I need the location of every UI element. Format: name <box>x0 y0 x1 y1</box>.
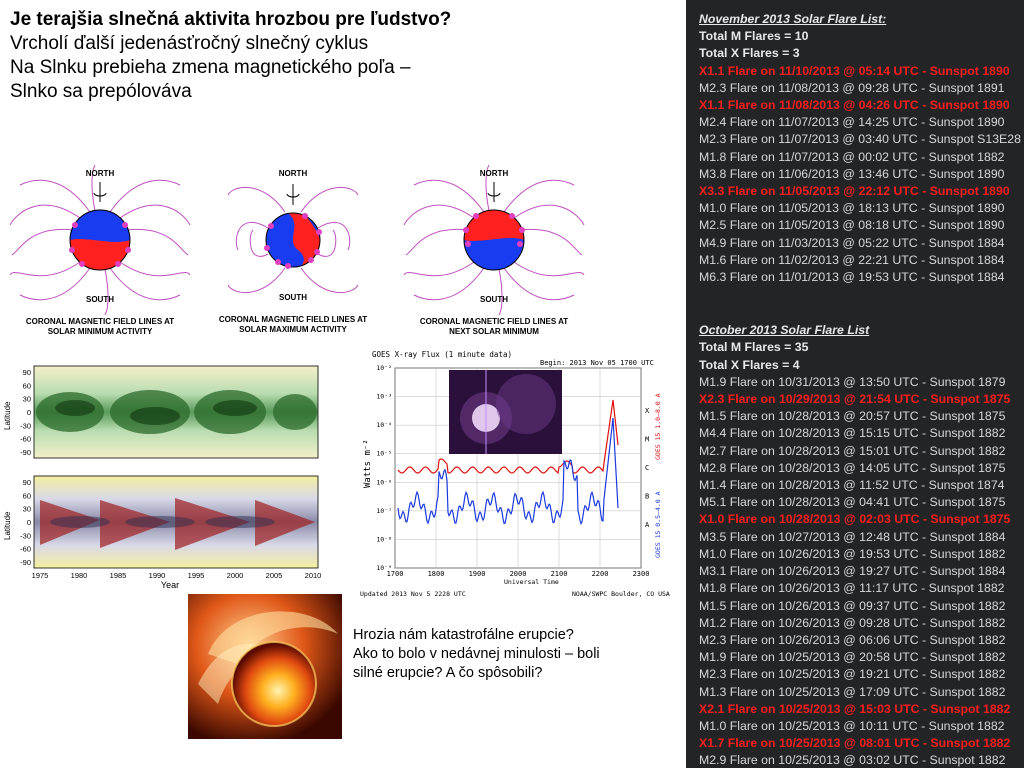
diagram3-south-label: SOUTH <box>480 295 508 304</box>
nov-flare-row: M2.3 Flare on 11/07/2013 @ 03:40 UTC - Sunspot S13E28 <box>699 132 1021 147</box>
goes-xtick-label: 1700 <box>386 570 404 578</box>
goes-ytick-label: 10⁻⁵ <box>376 449 392 458</box>
diagram-solar-minimum <box>10 165 190 336</box>
oct-flare-row: M2.3 Flare on 10/25/2013 @ 19:21 UTC - Sunspot 1882 <box>699 667 1006 682</box>
goes-xtick-label: 2000 <box>509 570 527 578</box>
oct-flare-row: X2.3 Flare on 10/29/2013 @ 21:54 UTC - Sunspot 1875 <box>699 392 1011 407</box>
oct-flare-row: M1.5 Flare on 10/26/2013 @ 09:37 UTC - Sunspot 1882 <box>699 598 1006 613</box>
october-flare-list <box>699 374 1024 768</box>
diagram2-caption-line2: SOLAR MAXIMUM ACTIVITY <box>239 325 347 334</box>
november-flare-list <box>699 63 1024 287</box>
goes-class-label: X <box>645 406 650 415</box>
goes-ytick-label: 10⁻⁸ <box>376 535 392 544</box>
goes-xlabel: Universal Time <box>504 578 559 586</box>
butterfly-xtick-label: 1980 <box>70 571 88 580</box>
nov-flare-row: M4.9 Flare on 11/03/2013 @ 05:22 UTC - Sunspot 1884 <box>699 235 1005 250</box>
magnetic-field-figure <box>8 162 684 342</box>
goes-xtick-label: 1800 <box>427 570 445 578</box>
oct-flare-row: X2.1 Flare on 10/25/2013 @ 15:03 UTC - Sunspot 1882 <box>699 701 1011 716</box>
goes-ytick-label: 10⁻⁶ <box>376 478 392 487</box>
goes-flare-classes <box>645 407 650 529</box>
goes-xtick-label: 1900 <box>468 570 486 578</box>
butterfly-ytick-label: -60 <box>20 434 31 444</box>
butterfly-ytick-label: 30 <box>22 394 31 404</box>
oct-flare-row: M1.3 Flare on 10/25/2013 @ 17:09 UTC - Sunspot 1882 <box>699 684 1006 699</box>
oct-flare-row: X1.0 Flare on 10/28/2013 @ 02:03 UTC - Sunspot 1875 <box>699 512 1011 527</box>
question-line1: Hrozia nám katastrofálne erupcie? <box>353 627 574 643</box>
oct-flare-row: M1.2 Flare on 10/26/2013 @ 09:28 UTC - Sunspot 1882 <box>699 615 1006 630</box>
oct-flare-row: M1.0 Flare on 10/26/2013 @ 19:53 UTC - Sunspot 1882 <box>699 546 1006 561</box>
butterfly-figure <box>0 360 323 594</box>
butterfly-xtick-label: 1995 <box>187 571 205 580</box>
diagram-next-minimum <box>404 165 584 336</box>
diagram1-south-label: SOUTH <box>86 295 114 304</box>
goes-class-label: M <box>645 435 650 444</box>
oct-flare-row: M5.1 Flare on 10/28/2013 @ 04:41 UTC - Sunspot 1875 <box>699 495 1006 510</box>
question-text <box>353 626 673 683</box>
butterfly-ytick-label: 0 <box>26 408 31 417</box>
oct-flare-row: M1.4 Flare on 10/28/2013 @ 11:52 UTC - Sunspot 1874 <box>699 478 1005 493</box>
october-total-m: Total M Flares = 35 <box>699 340 809 355</box>
butterfly-xtick-label: 2005 <box>265 571 283 580</box>
oct-flare-row: M3.5 Flare on 10/27/2013 @ 12:48 UTC - Sunspot 1884 <box>699 529 1006 544</box>
oct-flare-row: M1.9 Flare on 10/25/2013 @ 20:58 UTC - Sunspot 1882 <box>699 650 1006 665</box>
goes-xtick-label: 2300 <box>632 570 650 578</box>
oct-flare-row: M1.0 Flare on 10/25/2013 @ 10:11 UTC - Sunspot 1882 <box>699 718 1005 733</box>
butterfly-xlabel: Year <box>160 580 180 590</box>
solar-flare-image <box>188 594 342 739</box>
nov-flare-row: X1.1 Flare on 11/08/2013 @ 04:26 UTC - Sunspot 1890 <box>699 98 1010 113</box>
goes-xtick-label: 2100 <box>550 570 568 578</box>
goes-x-ticks <box>387 570 650 578</box>
flare-list-panel <box>686 0 1024 768</box>
nov-flare-row: M1.6 Flare on 11/02/2013 @ 22:21 UTC - Sunspot 1884 <box>699 252 1005 267</box>
goes-class-label: A <box>645 521 650 530</box>
butterfly-ytick-label: -90 <box>20 558 31 567</box>
diagram-solar-maximum <box>219 169 367 334</box>
goes-class-label: C <box>645 464 650 472</box>
goes-red-legend: GOES 15 1.0–8.0 A <box>654 393 662 460</box>
oct-flare-row: M1.8 Flare on 10/26/2013 @ 11:17 UTC - Sunspot 1882 <box>699 581 1005 596</box>
november-list-heading: November 2013 Solar Flare List: <box>699 12 887 26</box>
nov-flare-row: X1.1 Flare on 11/10/2013 @ 05:14 UTC - Sunspot 1890 <box>699 63 1010 78</box>
butterfly-ytick-label: 30 <box>22 504 31 514</box>
question-line3: silné erupcie? A čo spôsobili? <box>353 665 543 681</box>
goes-ytick-label: 10⁻² <box>376 364 392 372</box>
goes-ytick-label: 10⁻⁹ <box>376 564 392 572</box>
butterfly-xtick-label: 2000 <box>226 571 244 580</box>
goes-ytick-label: 10⁻⁴ <box>376 421 392 430</box>
diagram2-north-label: NORTH <box>278 169 308 178</box>
butterfly-ytick-label: 0 <box>26 518 31 527</box>
butterfly-xtick-label: 2010 <box>304 571 322 580</box>
nov-flare-row: M2.4 Flare on 11/07/2013 @ 14:25 UTC - Sunspot 1890 <box>699 115 1005 130</box>
nov-flare-row: M3.8 Flare on 11/06/2013 @ 13:46 UTC - Sunspot 1890 <box>699 166 1005 181</box>
slide-heading: Je terajšia slnečná aktivita hrozbou pre ľudstvo? <box>10 9 452 30</box>
goes-ytick-label: 10⁻⁷ <box>376 506 392 515</box>
butterfly-xtick-label: 1990 <box>148 571 166 580</box>
oct-flare-row: M2.9 Flare on 10/25/2013 @ 03:02 UTC - Sunspot 1882 <box>699 753 1006 768</box>
goes-y-ticks <box>376 364 392 572</box>
diagram1-caption-line1: CORONAL MAGNETIC FIELD LINES AT <box>25 317 175 326</box>
oct-flare-row: M4.4 Flare on 10/28/2013 @ 15:15 UTC - Sunspot 1882 <box>699 426 1006 441</box>
question-line2: Ako to bolo v nedávnej minulosti – boli <box>353 646 600 662</box>
butterfly-ytick-label: 90 <box>22 478 31 487</box>
oct-flare-row: M2.7 Flare on 10/28/2013 @ 15:01 UTC - Sunspot 1882 <box>699 443 1006 458</box>
butterfly-ytick-label: -30 <box>20 531 31 541</box>
goes-xtick-label: 2200 <box>591 570 609 578</box>
goes-ytick-label: 10⁻³ <box>376 392 392 401</box>
nov-flare-row: M6.3 Flare on 11/01/2013 @ 19:53 UTC - Sunspot 1884 <box>699 270 1005 285</box>
nov-flare-row: M1.8 Flare on 11/07/2013 @ 00:02 UTC - Sunspot 1882 <box>699 149 1005 164</box>
oct-flare-row: X1.7 Flare on 10/25/2013 @ 08:01 UTC - Sunspot 1882 <box>699 736 1011 751</box>
nov-flare-row: M2.5 Flare on 11/05/2013 @ 08:18 UTC - Sunspot 1890 <box>699 218 1005 233</box>
butterfly-ytick-label: 60 <box>22 381 31 391</box>
diagram3-caption-line2: NEXT SOLAR MINIMUM <box>449 327 539 336</box>
diagram2-caption-line1: CORONAL MAGNETIC FIELD LINES AT <box>218 315 368 324</box>
goes-xray-chart <box>358 348 686 600</box>
november-total-m: Total M Flares = 10 <box>699 29 809 44</box>
goes-credit: NOAA/SWPC Boulder, CO USA <box>572 590 670 598</box>
subtitle-line-cycle: Vrcholí ďalší jedenásťročný slnečný cyklus <box>10 33 369 54</box>
butterfly-ytick-label: 90 <box>22 368 31 377</box>
october-list-heading: October 2013 Solar Flare List <box>699 323 870 338</box>
oct-flare-row: M2.8 Flare on 10/28/2013 @ 14:05 UTC - Sunspot 1875 <box>699 460 1006 475</box>
butterfly-ytick-label: -90 <box>20 448 31 457</box>
goes-ylabel: Watts m⁻² <box>363 439 373 488</box>
butterfly-diagram <box>0 360 323 594</box>
diagram1-north-label: NORTH <box>85 169 115 178</box>
magnetic-field-diagrams <box>8 162 684 342</box>
oct-flare-row: M1.5 Flare on 10/28/2013 @ 20:57 UTC - Sunspot 1875 <box>699 409 1006 424</box>
nov-flare-row: X3.3 Flare on 11/05/2013 @ 22:12 UTC - Sunspot 1890 <box>699 184 1010 199</box>
october-total-x: Total X Flares = 4 <box>699 357 800 372</box>
november-total-x: Total X Flares = 3 <box>699 46 800 61</box>
butterfly-ytick-label: -60 <box>20 544 31 554</box>
goes-class-label: B <box>645 492 650 501</box>
oct-flare-row: M3.1 Flare on 10/26/2013 @ 19:27 UTC - Sunspot 1884 <box>699 564 1006 579</box>
butterfly-ytick-label: -30 <box>20 421 31 431</box>
subtitle-line-reversal: Slnko sa prepólováva <box>10 81 192 102</box>
slide-title-block <box>10 8 680 104</box>
goes-updated: Updated 2013 Nov 5 2228 UTC <box>360 590 466 598</box>
butterfly-xtick-label: 1985 <box>109 571 127 580</box>
nov-flare-row: M1.0 Flare on 11/05/2013 @ 18:13 UTC - Sunspot 1890 <box>699 201 1005 216</box>
goes-title: GOES X-ray Flux (1 minute data) <box>372 350 512 359</box>
diagram3-north-label: NORTH <box>479 169 509 178</box>
solar-flare-photo <box>188 594 342 739</box>
diagram1-caption-line2: SOLAR MINIMUM ACTIVITY <box>47 327 153 336</box>
nov-flare-row: M2.3 Flare on 11/08/2013 @ 09:28 UTC - Sunspot 1891 <box>699 80 1005 95</box>
oct-flare-row: M1.9 Flare on 10/31/2013 @ 13:50 UTC - Sunspot 1879 <box>699 374 1006 389</box>
goes-begin: Begin: 2013 Nov 05 1700 UTC <box>540 359 654 367</box>
goes-figure <box>358 348 686 600</box>
oct-flare-row: M2.3 Flare on 10/26/2013 @ 06:06 UTC - Sunspot 1882 <box>699 632 1006 647</box>
butterfly-xtick-label: 1975 <box>31 571 49 580</box>
butterfly-ytick-label: 60 <box>22 491 31 501</box>
subtitle-line-field: Na Slnku prebieha zmena magnetického poľa – <box>10 57 411 78</box>
butterfly-ylabel-top: Latitude <box>3 401 12 430</box>
diagram3-caption-line1: CORONAL MAGNETIC FIELD LINES AT <box>419 317 569 326</box>
butterfly-ylabel-bottom: Latitude <box>3 511 12 540</box>
diagram2-south-label: SOUTH <box>279 293 307 302</box>
goes-blue-legend: GOES 15 0.5–4.0 A <box>654 491 662 558</box>
